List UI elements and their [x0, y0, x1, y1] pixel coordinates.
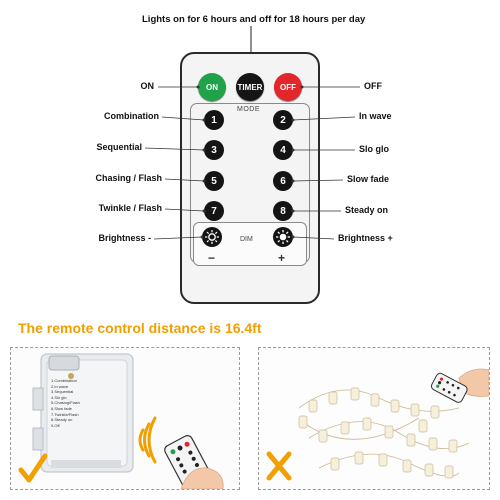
mode-button-3[interactable]: 3: [204, 140, 224, 160]
distance-note: The remote control distance is 16.4ft: [18, 320, 262, 336]
mode-button-2[interactable]: 2: [273, 110, 293, 130]
minus-sign: −: [208, 251, 216, 265]
callout-in-wave: In wave: [359, 111, 392, 121]
callout-slow-fade: Slow fade: [347, 174, 390, 184]
callout-combination: Combination: [104, 111, 159, 121]
header-caption: Lights on for 6 hours and off for 18 hours per day: [142, 14, 366, 25]
callout-on: ON: [140, 81, 154, 91]
battery-list-item: 6.Slow fade: [51, 405, 72, 411]
callout-off: OFF: [364, 81, 382, 91]
callout-brightness-plus: Brightness +: [338, 233, 393, 243]
battery-list-item: 5.Chasing/Flash: [51, 400, 80, 406]
photo-correct-usage: [10, 347, 240, 490]
callout-chasing-flash: Chasing / Flash: [95, 173, 162, 183]
string-lights-illustration: [259, 348, 489, 489]
battery-list-item: 9.Off: [51, 422, 60, 428]
hand-remote-illustration: [11, 348, 239, 489]
callout-sequential: Sequential: [96, 142, 142, 152]
callout-steady-on: Steady on: [345, 205, 389, 215]
battery-list-item: 8.Steady on: [51, 417, 73, 423]
mode-label: MODE: [237, 106, 260, 113]
photo-incorrect-usage: [258, 347, 490, 490]
mode-button-8[interactable]: 8: [273, 201, 293, 221]
dim-label: DIM: [240, 236, 253, 243]
mode-button-4[interactable]: 4: [273, 140, 293, 160]
callout-twinkle-flash: Twinkle / Flash: [98, 203, 162, 213]
mode-button-1[interactable]: 1: [204, 110, 224, 130]
battery-list-item: 1.Combination: [51, 378, 77, 383]
battery-list-item: 4.Slo glo: [51, 394, 67, 400]
timer-button[interactable]: TIMER: [236, 73, 264, 101]
battery-list-item: 7.Twinkle/Flash: [51, 411, 79, 417]
on-button[interactable]: ON: [198, 73, 226, 101]
off-button[interactable]: OFF: [274, 73, 302, 101]
callout-brightness-minus: Brightness -: [98, 233, 151, 243]
mode-button-5[interactable]: 5: [204, 171, 224, 191]
plus-sign: +: [278, 251, 286, 265]
callout-slo-glo: Slo glo: [359, 144, 389, 154]
battery-list-item: 3.Sequential: [51, 389, 74, 395]
battery-list-item: 2.In wave: [51, 383, 69, 389]
mode-button-7[interactable]: 7: [204, 201, 224, 221]
mode-button-6[interactable]: 6: [273, 171, 293, 191]
